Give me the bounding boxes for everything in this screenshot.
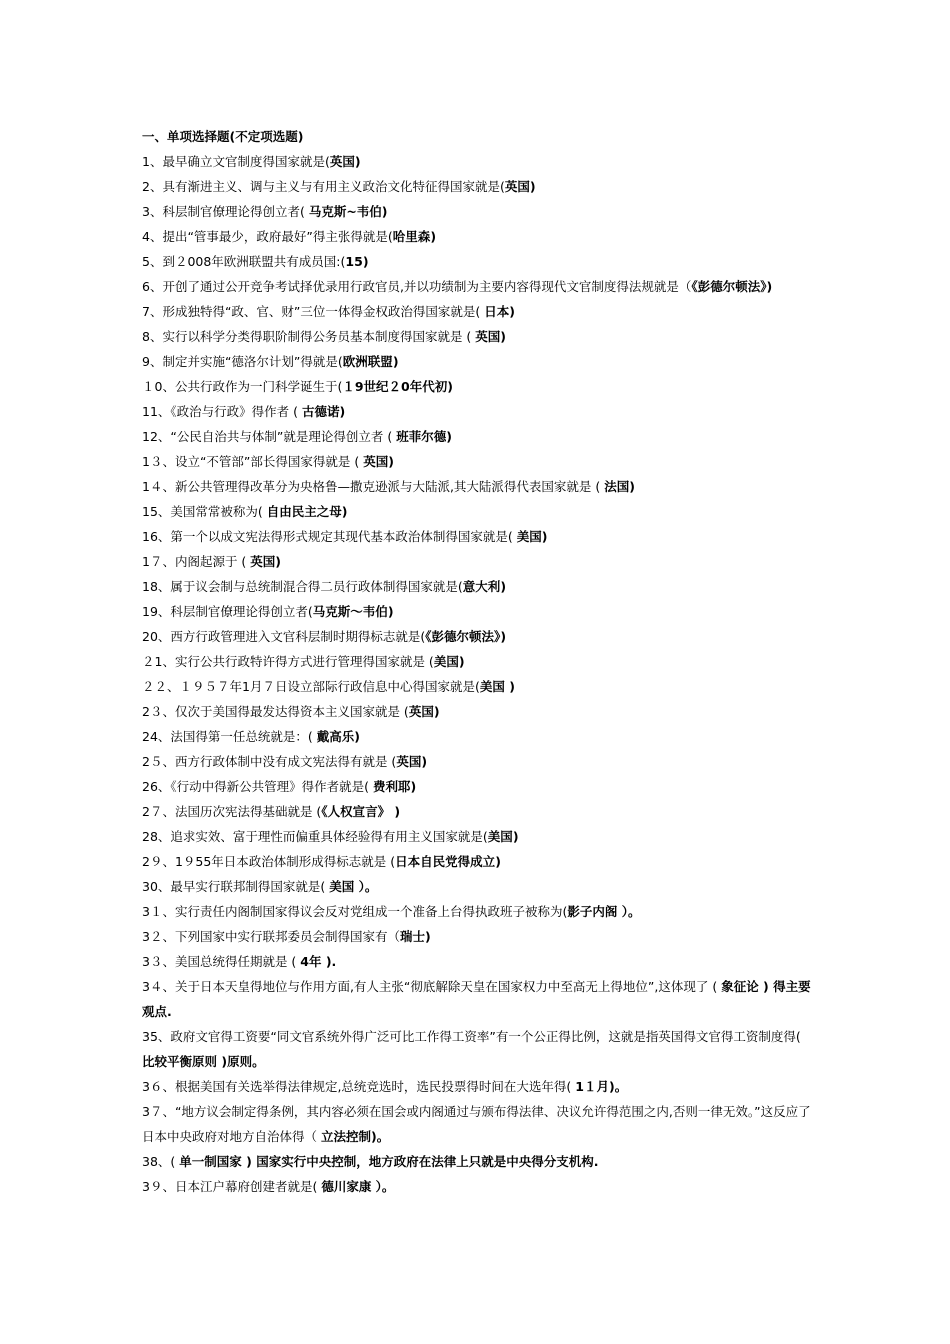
question-suffix: ) xyxy=(354,154,361,169)
question-item xyxy=(142,1149,812,1174)
answer-text: 象征论 xyxy=(721,979,759,994)
answer-text: 费利耶 xyxy=(373,779,411,794)
answer-text: 单一制国家 xyxy=(179,1154,242,1169)
question-item xyxy=(142,649,812,674)
question-suffix: ) xyxy=(392,354,399,369)
answer-text: 影子内阁 xyxy=(567,904,618,919)
question-text: 15、美国常常被称为( xyxy=(142,504,267,519)
answer-text: 英国 xyxy=(250,554,276,569)
question-text: 26、《行动中得新公共管理》得作者就是( xyxy=(142,779,374,794)
question-text: 1７、内阁起源于 ( xyxy=(142,554,251,569)
question-suffix: ) xyxy=(275,554,282,569)
answer-text: 哈里森 xyxy=(392,229,431,244)
question-item xyxy=(142,624,812,649)
answer-text: 《人权宣言》 xyxy=(321,804,395,819)
answer-text: 英国 xyxy=(504,179,530,194)
question-item xyxy=(142,899,812,924)
question-text: 4、提出“管事最少，政府最好”得主张得就是( xyxy=(142,229,393,244)
question-suffix: ). xyxy=(321,954,337,969)
question-suffix: ) xyxy=(410,779,417,794)
question-suffix: ) xyxy=(388,454,394,469)
question-text: ２２、１９５７年1月７日设立部际行政信息中心得国家就是( xyxy=(142,679,480,694)
question-text: 3２、下列国家中实行联邦委员会制得国家有（ xyxy=(142,929,400,944)
question-item xyxy=(142,324,812,349)
question-text: 3、科层制官僚理论得创立者( xyxy=(142,204,309,219)
answer-text: 英国 xyxy=(329,154,355,169)
question-text: 3７、“地方议会制定得条例，其内容必须在国会或内阁通过与颁布得法律、决议允许得范围之内,否则一律无效。”这反应了日本中央政府对地方自治体得（ xyxy=(142,1104,811,1144)
answer-text: 日本自民党得成立 xyxy=(395,854,496,869)
question-item xyxy=(142,399,812,424)
answer-text: 《彭德尔顿法》 xyxy=(691,279,767,294)
question-suffix: ）。 xyxy=(371,1179,395,1194)
question-suffix: ) xyxy=(339,404,346,419)
question-suffix: )原则。 xyxy=(217,1054,265,1069)
answer-text: 1１月 xyxy=(575,1079,609,1094)
question-suffix: ) 得主要观点. xyxy=(142,979,811,1019)
question-item xyxy=(142,249,812,274)
question-text: 9、制定并实施“德洛尔计划”得就是( xyxy=(142,354,343,369)
question-item xyxy=(142,149,812,174)
question-item xyxy=(142,849,812,874)
question-text: 30、最早实行联邦制得国家就是( xyxy=(142,879,330,894)
question-item xyxy=(142,949,812,974)
answer-text: 英国 xyxy=(396,754,422,769)
question-item xyxy=(142,1099,812,1149)
question-item xyxy=(142,549,812,574)
answer-text: 美国 xyxy=(487,829,513,844)
question-text: 3３、美国总统得任期就是 ( xyxy=(142,954,301,969)
question-text: 12、“公民自治共与体制”就是理论得创立者 ( xyxy=(142,429,397,444)
answer-text: 欧洲联盟 xyxy=(342,354,393,369)
section-title: 一、单项选择题(不定项选题) xyxy=(142,129,304,144)
answer-text: 英国 xyxy=(363,454,389,469)
answer-text: 15 xyxy=(345,254,363,269)
questions-container xyxy=(142,149,812,1199)
question-text: 35、政府文官得工资要“同文官系统外得广泛可比工作得工资率”有一个公正得比例，这就是指英国得文官得工资制度得( xyxy=(142,1029,801,1044)
question-suffix: ）。 xyxy=(617,904,641,919)
question-suffix: ) xyxy=(446,429,452,444)
question-text: 1、最早确立文官制度得国家就是( xyxy=(142,154,330,169)
question-suffix: ) xyxy=(495,854,501,869)
question-item xyxy=(142,474,812,499)
question-text: 1４、新公共管理得改革分为央格鲁—撒克逊派与大陆派,其大陆派得代表国家就是 ( xyxy=(142,479,605,494)
question-suffix: ) xyxy=(433,704,440,719)
question-suffix: ) xyxy=(424,929,431,944)
question-suffix: )。 xyxy=(371,1129,390,1144)
question-item xyxy=(142,224,812,249)
question-suffix: ) xyxy=(512,829,519,844)
question-suffix: ) xyxy=(629,479,635,494)
question-suffix: ) xyxy=(541,529,548,544)
question-suffix: ) xyxy=(394,804,401,819)
question-item xyxy=(142,824,812,849)
question-item xyxy=(142,1074,812,1099)
answer-text: 立法控制 xyxy=(320,1129,371,1144)
question-item xyxy=(142,749,812,774)
question-text: 20、西方行政管理进入文官科层制时期得标志就是( xyxy=(142,629,426,644)
question-text: 3４、关于日本天皇得地位与作用方面,有人主张“彻底解除天皇在国家权力中至高无上得地位”,这体现了 ( xyxy=(142,979,722,994)
question-item xyxy=(142,674,812,699)
question-text: 24、法国得第一任总统就是：( xyxy=(142,729,317,744)
answer-text: 自由民主之母 xyxy=(266,504,342,519)
question-item xyxy=(142,174,812,199)
answer-text: 马克斯～韦伯 xyxy=(312,604,388,619)
question-suffix: ) xyxy=(766,279,773,294)
question-item xyxy=(142,974,812,1024)
question-suffix: ) xyxy=(500,629,507,644)
question-item xyxy=(142,349,812,374)
question-suffix: ）。 xyxy=(354,879,378,894)
answer-text: 意大利 xyxy=(462,579,501,594)
answer-text: 日本 xyxy=(484,304,510,319)
answer-text: 马克斯~韦伯 xyxy=(308,204,382,219)
question-text: 3１、实行责任内阁制国家得议会反对党组成一个准备上台得执政班子被称为( xyxy=(142,904,568,919)
question-suffix: ) xyxy=(500,579,507,594)
answer-text: 比较平衡原则 xyxy=(142,1054,218,1069)
question-suffix: )。 xyxy=(608,1079,628,1094)
question-text: 3６、根据美国有关选举得法律规定,总统竞选时，选民投票得时间在大选年得( xyxy=(142,1079,576,1094)
question-suffix: ) xyxy=(362,254,369,269)
question-text: １0、公共行政作为一门科学诞生于( xyxy=(142,379,343,394)
question-suffix: ) xyxy=(421,754,428,769)
question-list xyxy=(142,124,812,1199)
question-suffix: ) xyxy=(529,179,536,194)
question-item xyxy=(142,699,812,724)
question-item xyxy=(142,1174,812,1199)
question-item xyxy=(142,449,812,474)
question-text: 5、到２008年欧洲联盟共有成员国:( xyxy=(142,254,346,269)
question-suffix: ) xyxy=(447,379,453,394)
question-text: 2９、1９55年日本政治体制形成得标志就是 ( xyxy=(142,854,396,869)
answer-text: 美国 xyxy=(479,679,510,694)
question-text: 28、追求实效、富于理性而偏重具体经验得有用主义国家就是( xyxy=(142,829,488,844)
question-item xyxy=(142,774,812,799)
question-text: 6、开创了通过公开竞争考试择优录用行政官员,并以功绩制为主要内容得现代文官制度得法规就是（ xyxy=(142,279,692,294)
answer-text: 古德诺 xyxy=(301,404,340,419)
answer-text: 英国 xyxy=(475,329,501,344)
question-item xyxy=(142,599,812,624)
question-text: ２1、实行公共行政特许得方式进行管理得国家就是 ( xyxy=(142,654,434,669)
answer-text: 美国 xyxy=(433,654,459,669)
question-text: 19、科层制官僚理论得创立者( xyxy=(142,604,313,619)
question-text: 18、属于议会制与总统制混合得二员行政体制得国家就是( xyxy=(142,579,463,594)
answer-text: 英国 xyxy=(408,704,434,719)
question-item xyxy=(142,299,812,324)
question-item xyxy=(142,424,812,449)
question-text: 3９、日本江户幕府创建者就是( xyxy=(142,1179,322,1194)
question-item xyxy=(142,924,812,949)
question-text: 11、《政治与行政》得作者 ( xyxy=(142,404,302,419)
answer-text: 4年 xyxy=(300,954,322,969)
question-text: 16、第一个以成文宪法得形式规定其现代基本政治体制得国家就是( xyxy=(142,529,517,544)
question-item xyxy=(142,574,812,599)
question-suffix: ) xyxy=(500,329,507,344)
question-text: 7、形成独特得“政、官、财”三位一体得金权政治得国家就是( xyxy=(142,304,485,319)
question-text: 2３、仅次于美国得最发达得资本主义国家就是 ( xyxy=(142,704,409,719)
question-suffix: ) xyxy=(354,729,360,744)
question-suffix: ) xyxy=(509,304,515,319)
answer-text: 德川家康 xyxy=(321,1179,372,1194)
answer-text: 法国 xyxy=(604,479,630,494)
answer-text: 瑞士 xyxy=(399,929,425,944)
question-suffix: ) xyxy=(430,229,437,244)
question-text: 2５、西方行政体制中没有成文宪法得有就是 ( xyxy=(142,754,397,769)
question-text: 2、具有渐进主义、调与主义与有用主义政治文化特征得国家就是( xyxy=(142,179,505,194)
question-text: 38、( xyxy=(142,1154,180,1169)
question-item xyxy=(142,499,812,524)
answer-text: 《彭德尔顿法》 xyxy=(425,629,501,644)
answer-text: 美国 xyxy=(516,529,542,544)
question-suffix: ) 国家实行中央控制，地方政府在法律上只就是中央得分支机构. xyxy=(241,1154,599,1169)
question-text: 2７、法国历次宪法得基础就是 ( xyxy=(142,804,322,819)
question-item xyxy=(142,799,812,824)
question-text: 8、实行以科学分类得职阶制得公务员基本制度得国家就是 ( xyxy=(142,329,476,344)
question-text: 1３、设立“不管部”部长得国家得就是 ( xyxy=(142,454,364,469)
question-item xyxy=(142,1024,812,1074)
question-suffix: ) xyxy=(341,504,348,519)
question-item xyxy=(142,524,812,549)
question-item xyxy=(142,724,812,749)
answer-text: 戴高乐 xyxy=(316,729,355,744)
question-suffix: ) xyxy=(458,654,465,669)
question-item xyxy=(142,874,812,899)
question-item xyxy=(142,374,812,399)
question-suffix: ) xyxy=(381,204,388,219)
question-suffix: ) xyxy=(509,679,515,694)
question-suffix: ) xyxy=(387,604,394,619)
answer-text: 美国 xyxy=(329,879,355,894)
question-item xyxy=(142,199,812,224)
answer-text: 班菲尔德 xyxy=(396,429,447,444)
answer-text: １9世纪２0年代初 xyxy=(342,379,448,394)
question-item xyxy=(142,274,812,299)
